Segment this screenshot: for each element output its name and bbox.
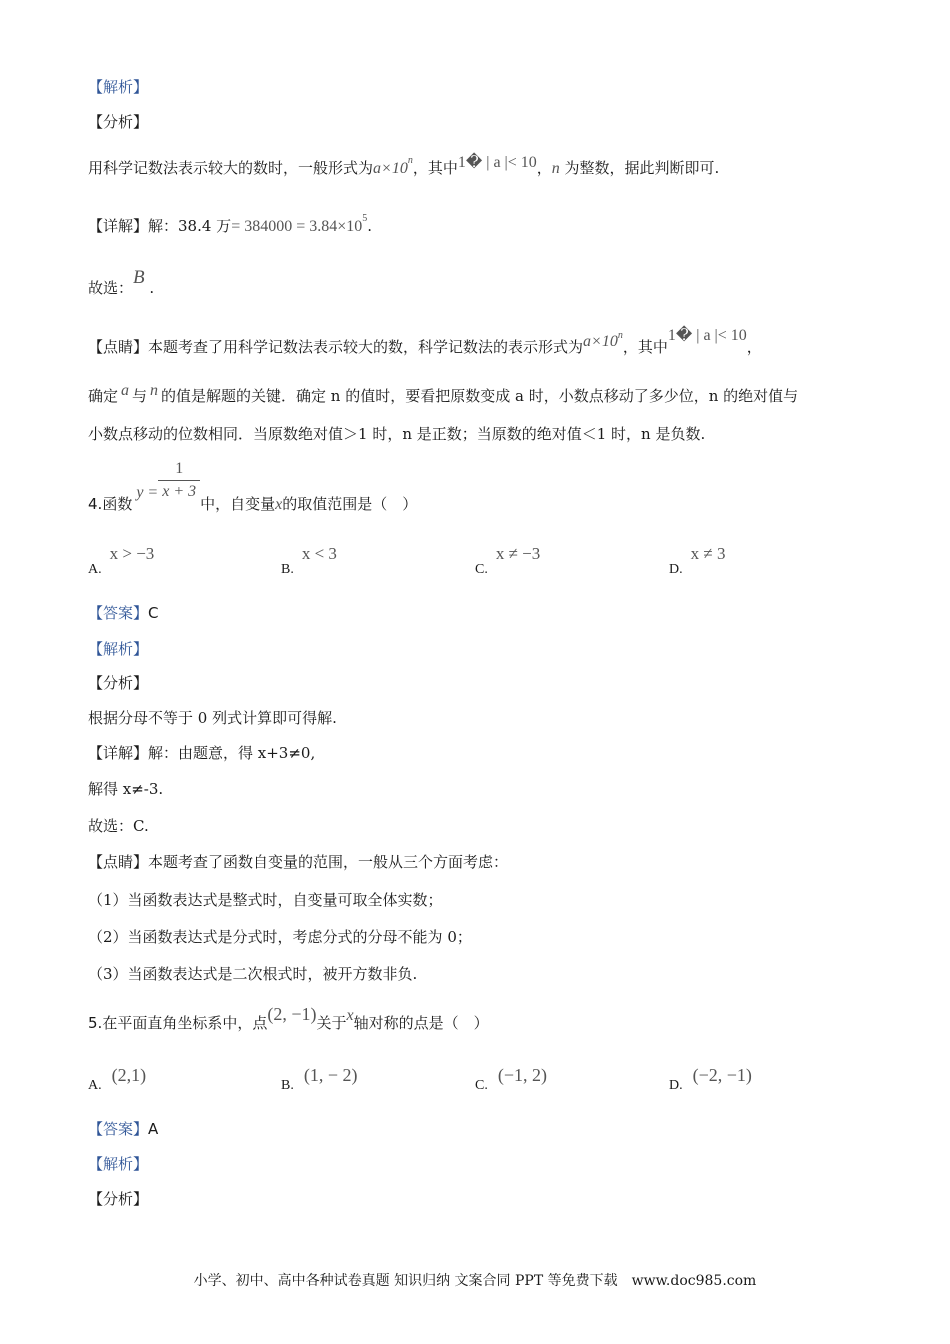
q4-answer-label: 【答案】 (88, 604, 149, 622)
q4-analysis: 根据分母不等于 0 列式计算即可得解. (88, 709, 337, 727)
comment-1-text3: ， (746, 338, 762, 356)
comment-1-l2a: 确定 (88, 387, 119, 405)
comment-1-formula: a×10 (583, 333, 618, 350)
comment-1-line1 (88, 327, 762, 360)
q4-detail (88, 743, 315, 763)
comment-1-l2b: 与 (132, 387, 148, 405)
comment-1-l2c: 的值是解题的关键．确定 n 的值时，要看把原数变成 a 时，小数点移动了多少位，n 的绝对值与 (161, 387, 799, 405)
q5-point: (2, −1) (267, 1004, 317, 1024)
q4-jiexi: 【解析】 (88, 640, 149, 658)
q5-option-c (475, 1065, 547, 1094)
q4-detail-text: 解：由题意，得 x+3≠0, (148, 744, 316, 762)
q4-option-d-value: x ≠ 3 (690, 544, 726, 563)
comment-1-text2: ，其中 (622, 338, 668, 356)
analysis-1-cond: 1� | a |< 10 (457, 154, 537, 171)
analysis-1-formula: a×10 (373, 160, 408, 177)
fenxi-heading-1: 【分析】 (88, 113, 149, 131)
q4-text3: 的取值范围是（ ） (282, 494, 418, 513)
jiexi-heading-1: 【解析】 (88, 78, 149, 96)
q4-comment-text: 本题考查了函数自变量的范围，一般从三个方面考虑： (148, 853, 509, 871)
q5-text3: 轴对称的点是（ ） (353, 1014, 489, 1032)
q4-option-a-label: A. (88, 562, 102, 577)
q5-answer (88, 1119, 158, 1139)
question-5 (88, 1004, 489, 1034)
q5-option-c-value: (−1, 2) (497, 1065, 547, 1085)
q4-text: 函数 (102, 494, 133, 513)
q4-option-c (475, 544, 541, 578)
comment-1-cond: 1� | a |< 10 (667, 327, 747, 344)
q5-jiexi: 【解析】 (88, 1155, 149, 1173)
q4-option-a (88, 544, 155, 578)
q4-denominator: x + 3 (162, 483, 197, 500)
q5-option-d (669, 1065, 752, 1094)
comment-1-exp: n (617, 330, 623, 341)
q4-x: x (275, 495, 283, 513)
q4-option-b (281, 544, 337, 578)
comment-1-line3: 小数点移动的位数相同．当原数绝对值＞1 时，n 是正数；当原数的绝对值＜1 时，n 是负数. (88, 425, 706, 443)
choice-1-text: 故选： (88, 279, 134, 297)
q5-option-b-label: B. (281, 1078, 294, 1093)
q4-comment-label: 【点睛】 (88, 853, 149, 871)
detail-1-label: 【详解】 (88, 217, 149, 235)
q4-answer (88, 603, 159, 623)
q4-comment (88, 852, 508, 872)
page-footer[interactable]: 小学、初中、高中各种试卷真题 知识归纳 文案合同 PPT 等免费下载 www.doc985.com (193, 1273, 757, 1289)
q4-point-3: （3）当函数表达式是二次根式时，被开方数非负. (88, 965, 418, 983)
q5-option-b (281, 1065, 358, 1094)
q5-option-a-value: (2,1) (111, 1065, 147, 1085)
analysis-1-text: 用科学记数法表示较大的数时，一般形式为 (88, 159, 374, 177)
detail-1 (88, 213, 373, 239)
q4-detail-label: 【详解】 (88, 744, 149, 762)
q5-answer-value: A (148, 1120, 159, 1138)
q5-option-a (88, 1065, 147, 1094)
q4-answer-value: C (148, 604, 159, 622)
q5-x: x (346, 1007, 354, 1024)
comment-1-text: 本题考查了用科学记数法表示较大的数，科学记数法的表示形式为 (148, 338, 584, 356)
q5-option-d-label: D. (669, 1078, 683, 1093)
q5-fenxi: 【分析】 (88, 1190, 149, 1208)
choice-1 (88, 267, 155, 298)
q4-fenxi: 【分析】 (88, 674, 149, 692)
choice-1-end: . (144, 279, 155, 297)
q4-option-d-label: D. (669, 562, 683, 577)
q4-option-a-value: x > −3 (109, 544, 155, 563)
q4-point-2: （2）当函数表达式是分式时，考虑分式的分母不能为 0； (88, 928, 472, 946)
q5-option-d-value: (−2, −1) (692, 1065, 752, 1085)
q4-number: 4. (88, 494, 103, 513)
q4-text2: 中，自变量 (200, 494, 276, 513)
q5-answer-label: 【答案】 (88, 1120, 149, 1138)
q4-solve: 解得 x≠-3. (88, 780, 164, 798)
q4-option-c-value: x ≠ −3 (495, 544, 541, 563)
detail-1-eq: = 384000 = 3.84×10 (231, 218, 363, 235)
q4-option-d (669, 544, 726, 578)
detail-1-text: 解：38.4 万 (148, 217, 232, 235)
q5-number: 5. (88, 1014, 103, 1032)
comment-1-n: n (150, 382, 159, 399)
q5-option-a-label: A. (88, 1078, 102, 1093)
comment-1-a: a (121, 382, 130, 399)
analysis-1-text4: 为整数，据此判断即可. (559, 159, 720, 177)
q5-text2: 关于 (316, 1014, 347, 1032)
q4-point-1: （1）当函数表达式是整式时，自变量可取全体实数； (88, 891, 443, 909)
q4-choice: 故选：C. (88, 817, 149, 835)
q4-option-b-value: x < 3 (301, 544, 337, 563)
analysis-1 (88, 154, 720, 181)
q4-lhs: y = (136, 483, 159, 501)
q4-fraction (158, 458, 200, 503)
detail-1-exp: 5 (362, 213, 368, 224)
q5-option-b-value: (1, − 2) (303, 1065, 358, 1085)
detail-1-end: . (367, 217, 373, 235)
analysis-1-text3: ， (536, 159, 552, 177)
q4-option-b-label: B. (281, 562, 294, 577)
q5-text: 在平面直角坐标系中，点 (102, 1014, 268, 1032)
comment-1-label: 【点睛】 (88, 338, 149, 356)
q5-option-c-label: C. (475, 1078, 488, 1093)
question-4 (88, 460, 417, 520)
q4-option-c-label: C. (475, 562, 488, 577)
analysis-1-exp: n (407, 155, 413, 166)
q4-numerator: 1 (158, 458, 200, 481)
analysis-1-text2: ，其中 (412, 159, 458, 177)
analysis-1-n: n (551, 160, 560, 177)
comment-1-line2 (88, 382, 799, 407)
choice-1-answer: B (133, 267, 145, 288)
